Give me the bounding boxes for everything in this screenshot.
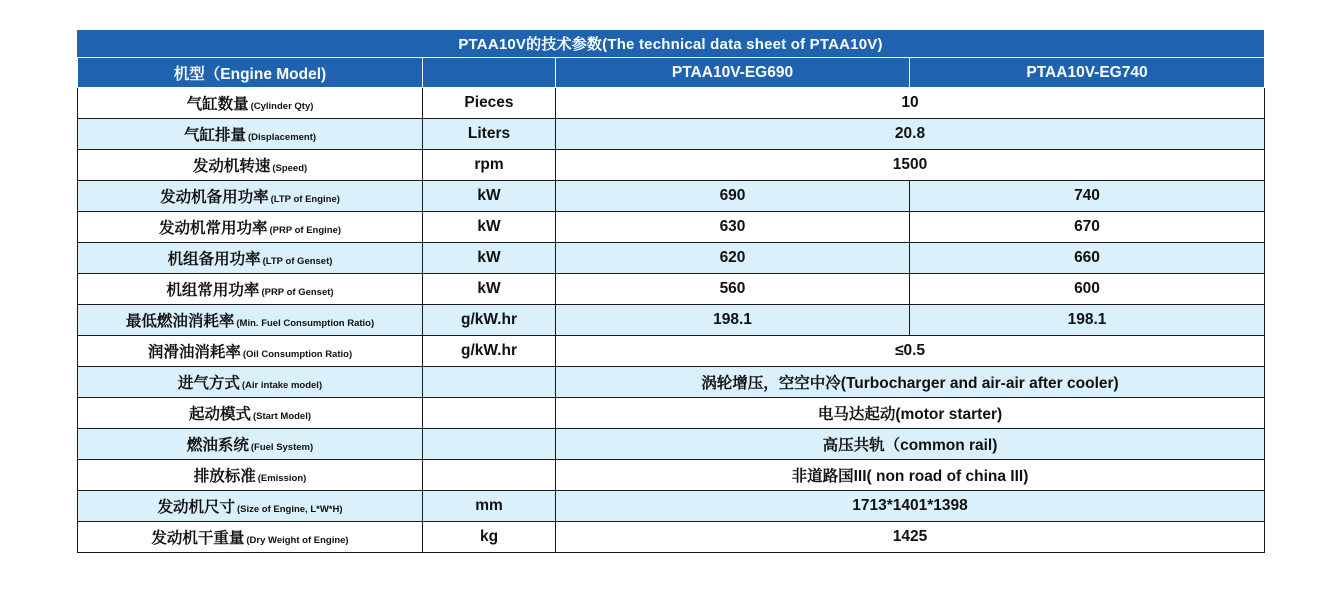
param-name-cell bbox=[78, 181, 423, 212]
param-name-cell bbox=[78, 491, 423, 522]
param-name-zh: 最低燃油消耗率 bbox=[125, 313, 235, 330]
header-unit bbox=[423, 58, 556, 88]
spec-table bbox=[77, 57, 1265, 553]
header-model-1: PTAA10V-EG690 bbox=[556, 58, 910, 88]
param-name-zh: 排放标准 bbox=[193, 468, 256, 485]
param-name-en: (Speed) bbox=[272, 163, 308, 174]
value-cell-shared: 1500 bbox=[556, 150, 1265, 181]
value-cell-shared: 1713*1401*1398 bbox=[556, 491, 1265, 522]
param-name-cell bbox=[78, 522, 423, 553]
value-cell-model-2: 670 bbox=[910, 212, 1265, 243]
param-name-zh: 燃油系统 bbox=[186, 437, 249, 454]
value-cell-model-2: 198.1 bbox=[910, 305, 1265, 336]
unit-cell: kW bbox=[423, 181, 556, 212]
param-name-en: (Start Model) bbox=[252, 411, 312, 422]
param-name-en: (PRP of Engine) bbox=[269, 225, 342, 236]
param-name-en: (LTP of Engine) bbox=[270, 194, 340, 205]
param-name-zh: 发动机尺寸 bbox=[157, 499, 235, 516]
param-name-en: (Dry Weight of Engine) bbox=[246, 535, 349, 546]
table-row bbox=[78, 243, 1265, 274]
param-name-cell bbox=[78, 88, 423, 119]
param-name-en: (Oil Consumption Ratio) bbox=[242, 349, 353, 360]
value-cell-shared: ≤0.5 bbox=[556, 336, 1265, 367]
unit-cell: Pieces bbox=[423, 88, 556, 119]
value-cell-model-1: 630 bbox=[556, 212, 910, 243]
value-cell-shared: 电马达起动(motor starter) bbox=[556, 398, 1265, 429]
table-row bbox=[78, 491, 1265, 522]
param-name-zh: 发动机备用功率 bbox=[160, 189, 269, 206]
table-row bbox=[78, 305, 1265, 336]
unit-cell: Liters bbox=[423, 119, 556, 150]
header-row bbox=[78, 58, 1265, 88]
param-name-cell bbox=[78, 150, 423, 181]
table-row bbox=[78, 150, 1265, 181]
value-cell-model-1: 690 bbox=[556, 181, 910, 212]
unit-cell: rpm bbox=[423, 150, 556, 181]
param-name-zh: 机组备用功率 bbox=[167, 251, 261, 268]
param-name-cell bbox=[78, 243, 423, 274]
unit-cell bbox=[423, 429, 556, 460]
param-name-zh: 机组常用功率 bbox=[166, 282, 260, 299]
param-name-en: (Cylinder Qty) bbox=[250, 101, 314, 112]
table-row bbox=[78, 522, 1265, 553]
technical-data-sheet bbox=[77, 30, 1264, 553]
param-name-zh: 发动机干重量 bbox=[151, 530, 245, 547]
param-name-en: (LTP of Genset) bbox=[262, 256, 333, 267]
unit-cell: g/kW.hr bbox=[423, 305, 556, 336]
param-name-zh: 起动模式 bbox=[188, 406, 251, 423]
param-name-cell bbox=[78, 429, 423, 460]
value-cell-model-1: 620 bbox=[556, 243, 910, 274]
table-row bbox=[78, 212, 1265, 243]
unit-cell: kW bbox=[423, 212, 556, 243]
param-name-cell bbox=[78, 398, 423, 429]
param-name-cell bbox=[78, 336, 423, 367]
param-name-en: (Fuel System) bbox=[250, 442, 314, 453]
table-row bbox=[78, 274, 1265, 305]
table-row bbox=[78, 181, 1265, 212]
value-cell-model-1: 198.1 bbox=[556, 305, 910, 336]
param-name-en: (Min. Fuel Consumption Ratio) bbox=[236, 318, 375, 329]
table-row bbox=[78, 460, 1265, 491]
unit-cell: kg bbox=[423, 522, 556, 553]
value-cell-model-2: 600 bbox=[910, 274, 1265, 305]
param-name-cell bbox=[78, 274, 423, 305]
unit-cell: mm bbox=[423, 491, 556, 522]
param-name-en: (Displacement) bbox=[247, 132, 317, 143]
param-name-en: (Size of Engine, L*W*H) bbox=[236, 504, 343, 515]
sheet-title: PTAA10V的技术参数(The technical data sheet of PTAA10V) bbox=[77, 30, 1264, 57]
param-name-zh: 润滑油消耗率 bbox=[147, 344, 241, 361]
header-engine-model: 机型（Engine Model) bbox=[78, 58, 423, 88]
param-name-zh: 进气方式 bbox=[177, 375, 240, 392]
value-cell-shared: 涡轮增压，空空中冷(Turbocharger and air-air after cooler) bbox=[556, 367, 1265, 398]
param-name-zh: 发动机常用功率 bbox=[158, 220, 268, 237]
value-cell-shared: 1425 bbox=[556, 522, 1265, 553]
value-cell-model-1: 560 bbox=[556, 274, 910, 305]
value-cell-shared: 非道路国III( non road of china III) bbox=[556, 460, 1265, 491]
param-name-cell bbox=[78, 460, 423, 491]
param-name-cell bbox=[78, 367, 423, 398]
unit-cell bbox=[423, 398, 556, 429]
param-name-cell bbox=[78, 305, 423, 336]
unit-cell bbox=[423, 460, 556, 491]
table-row bbox=[78, 336, 1265, 367]
value-cell-model-2: 660 bbox=[910, 243, 1265, 274]
unit-cell: g/kW.hr bbox=[423, 336, 556, 367]
param-name-cell bbox=[78, 119, 423, 150]
param-name-cell bbox=[78, 212, 423, 243]
param-name-zh: 发动机转速 bbox=[192, 158, 271, 175]
param-name-en: (Emission) bbox=[257, 473, 307, 484]
value-cell-shared: 10 bbox=[556, 88, 1265, 119]
unit-cell bbox=[423, 367, 556, 398]
unit-cell: kW bbox=[423, 243, 556, 274]
table-row bbox=[78, 398, 1265, 429]
unit-cell: kW bbox=[423, 274, 556, 305]
param-name-zh: 气缸数量 bbox=[186, 96, 249, 113]
header-model-2: PTAA10V-EG740 bbox=[910, 58, 1265, 88]
param-name-en: (PRP of Genset) bbox=[261, 287, 334, 298]
value-cell-shared: 高压共轨（common rail) bbox=[556, 429, 1265, 460]
value-cell-model-2: 740 bbox=[910, 181, 1265, 212]
table-row bbox=[78, 367, 1265, 398]
param-name-zh: 气缸排量 bbox=[183, 127, 246, 144]
table-row bbox=[78, 429, 1265, 460]
table-row bbox=[78, 119, 1265, 150]
param-name-en: (Air intake model) bbox=[241, 380, 323, 391]
value-cell-shared: 20.8 bbox=[556, 119, 1265, 150]
table-row bbox=[78, 88, 1265, 119]
